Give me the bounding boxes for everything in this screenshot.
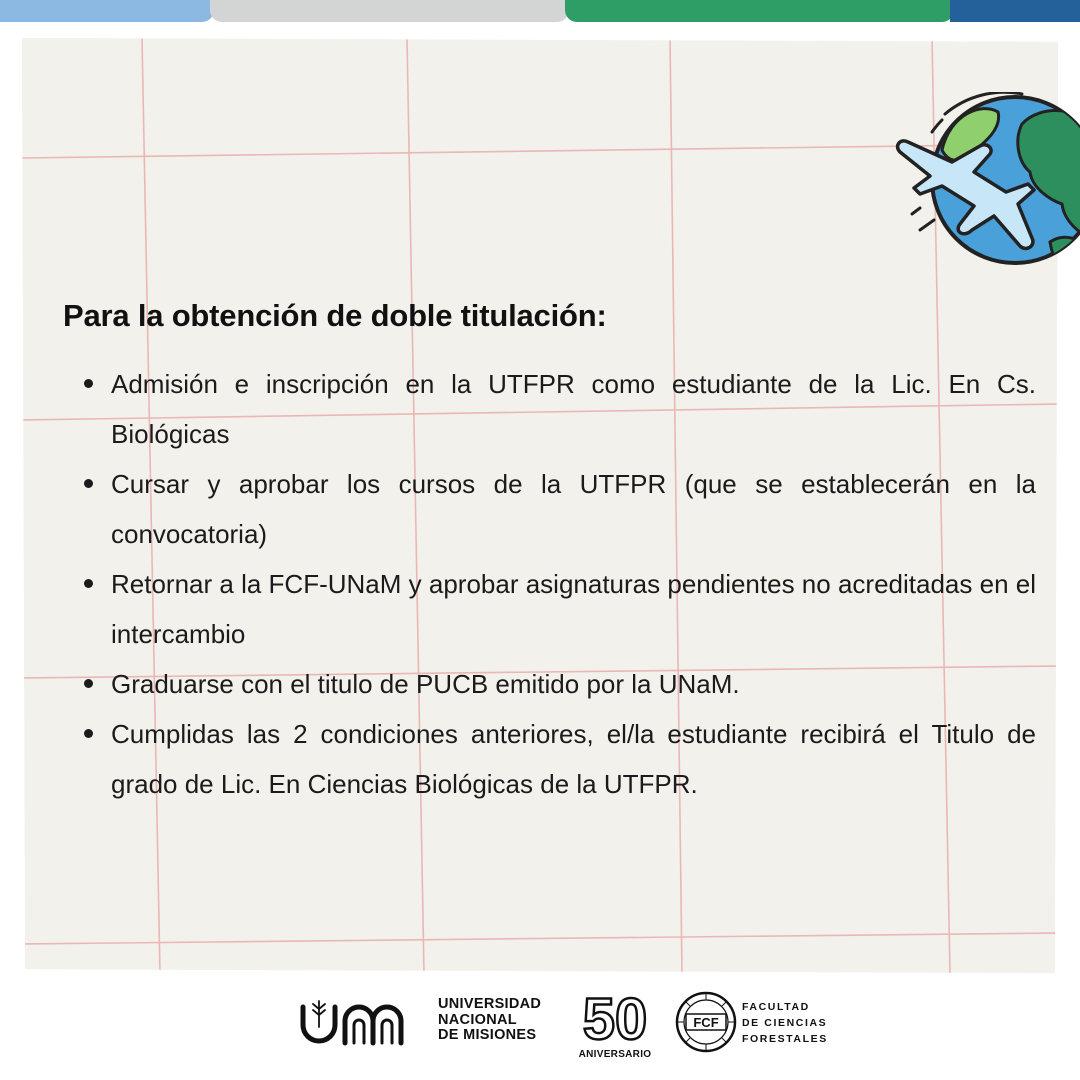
fcf-name-line: FORESTALES [742, 1033, 828, 1045]
top-color-strip [0, 0, 1080, 24]
list-item [111, 459, 1036, 559]
bullet-icon [84, 679, 93, 688]
page-heading: Para la obtención de doble titulación: [63, 298, 607, 333]
requirements-list [78, 359, 1036, 809]
bullet-icon [84, 379, 93, 388]
fcf-seal-icon [675, 991, 737, 1053]
bullet-icon [84, 479, 93, 488]
fcf-abbr: FCF [693, 1015, 719, 1030]
unam-name-line: NACIONAL [438, 1011, 517, 1028]
bullet-icon [84, 729, 93, 738]
list-item [111, 709, 1036, 809]
unam-name-line: DE MISIONES [438, 1027, 537, 1043]
globe-airplane-illustration [890, 92, 1080, 302]
strip-segment-dark-blue [950, 0, 1080, 22]
unam-name-line: UNIVERSIDAD [438, 996, 542, 1012]
footer-logos [0, 985, 1080, 1080]
fcf-name [742, 999, 828, 1047]
list-item-text: Retornar a la FCF-UNaM y aprobar asignaturas pendientes no acreditadas en el intercambio [111, 569, 1036, 649]
list-item [111, 659, 1036, 709]
strip-segment-green [565, 0, 954, 22]
unam-logo-icon [298, 997, 418, 1047]
fcf-name-line: FACULTAD [742, 1001, 810, 1013]
anniversary-50-logo [575, 987, 655, 1047]
list-item-text: Admisión e inscripción en la UTFPR como estudiante de la Lic. En Cs. Biológicas [111, 369, 1036, 449]
strip-segment-grey [210, 0, 569, 22]
list-item-text: Cumplidas las 2 condiciones anteriores, el/la estudiante recibirá el Titulo de grado de Lic. En Ciencias Biológicas de la UTFPR. [111, 719, 1036, 799]
list-item [111, 559, 1036, 659]
bullet-icon [84, 579, 93, 588]
list-item-text: Cursar y aprobar los cursos de la UTFPR (que se establecerán en la convocatoria) [111, 469, 1036, 549]
anniversary-label: ANIVERSARIO [578, 1049, 652, 1060]
list-item [111, 359, 1036, 459]
list-item-text: Graduarse con el titulo de PUCB emitido por la UNaM. [111, 669, 740, 699]
anniversary-number: 50 [582, 987, 648, 1047]
unam-name [438, 997, 541, 1044]
fcf-name-line: DE CIENCIAS [742, 1017, 828, 1029]
strip-segment-light-blue [0, 0, 214, 22]
